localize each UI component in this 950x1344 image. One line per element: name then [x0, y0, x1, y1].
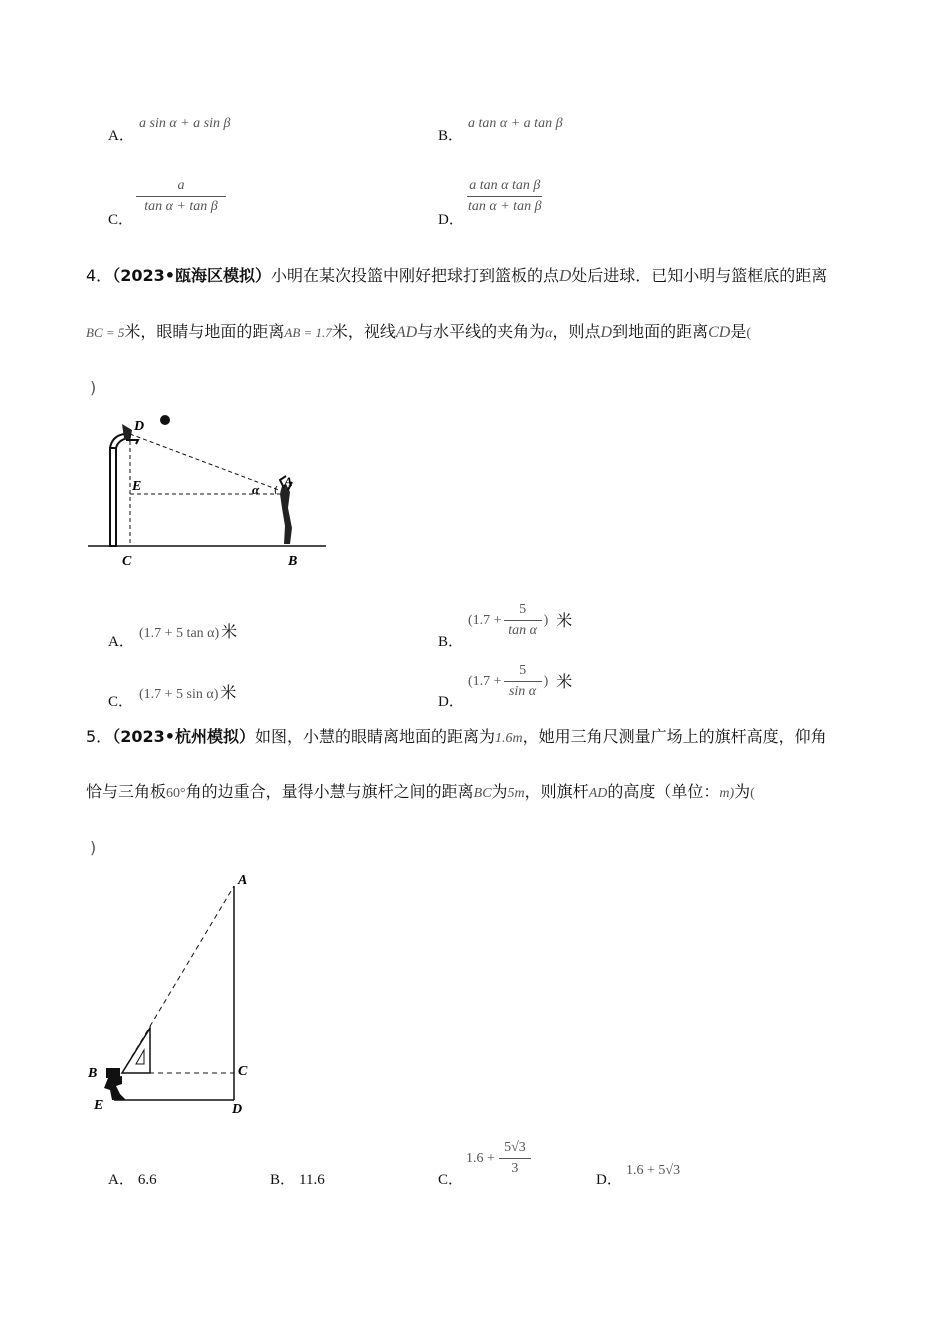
fraction-numerator: 5√3 — [499, 1140, 531, 1159]
q4-option-a-expr — [139, 622, 237, 642]
q4-text: 米，视线 — [331, 322, 396, 341]
option-letter: A． — [108, 128, 134, 144]
q5-number: 5． — [86, 727, 113, 746]
q5-math: 5m — [507, 786, 525, 801]
q5-math: 1.6m — [494, 731, 523, 746]
option-letter: C． — [108, 694, 134, 710]
option-letter: B． — [270, 1172, 296, 1188]
hoop-pole — [110, 448, 116, 546]
option-unit: 米 — [221, 622, 238, 641]
q3-option-a-expr: a sin α + a sin β — [139, 116, 231, 131]
line-DA — [130, 434, 284, 492]
q4-math: BC = 5 — [86, 325, 125, 340]
fraction-denominator: sin α — [508, 684, 537, 699]
q4-paren: ( — [746, 326, 752, 341]
q5-text: 角的边重合，量得小慧与旗杆之间的距离 — [185, 782, 474, 801]
option-letter: D． — [438, 694, 464, 710]
q4-text: 与水平线的夹角为 — [417, 322, 546, 341]
q4-text: 米，眼睛与地面的距离 — [124, 322, 285, 341]
q5-paren: ( — [750, 786, 755, 801]
q5-math: m) — [719, 786, 735, 801]
q4-number: 4． — [86, 266, 113, 285]
q4-option-d[interactable] — [438, 690, 464, 711]
q4-math: CD — [708, 324, 731, 341]
rim — [126, 440, 138, 444]
option-unit: 米 — [220, 683, 237, 702]
q5-math: BC — [473, 786, 492, 801]
fraction-denominator: 3 — [511, 1161, 519, 1176]
option-letter: D． — [438, 212, 464, 228]
fraction-denominator: tan α + tan β — [468, 199, 542, 214]
set-square — [122, 1028, 150, 1073]
q5-text: 的高度（单位： — [607, 782, 720, 801]
label-A: A — [238, 873, 248, 888]
option-expr: (1.7 + 5 tan α) — [139, 626, 220, 641]
person-observer — [104, 1076, 126, 1100]
label-A: A — [284, 474, 293, 489]
q5-text: 如图，小慧的眼睛离地面的距离为 — [254, 727, 495, 746]
option-letter: A． — [108, 1172, 134, 1188]
q3-option-d[interactable] — [438, 208, 464, 229]
q4-math: AD — [395, 324, 418, 341]
q3-option-c-fraction — [136, 178, 226, 215]
q4-paren-close: ) — [90, 378, 97, 397]
label-C: C — [122, 554, 132, 569]
q4-option-b-expr — [468, 602, 572, 639]
q5-option-a[interactable] — [108, 1168, 157, 1189]
angle-arc — [275, 486, 277, 494]
option-letter: D． — [596, 1172, 622, 1188]
q5-paren-close: ) — [90, 838, 97, 857]
fraction-numerator: a tan α tan β — [467, 178, 542, 197]
q3-option-b[interactable] — [438, 124, 463, 145]
q5-option-c[interactable] — [438, 1168, 463, 1189]
q4-text: 小明在某次投篮中刚好把球打到篮板的点 — [270, 266, 559, 285]
q5-text: ，则旗杆 — [524, 782, 589, 801]
q5-line1 — [86, 727, 827, 749]
option-letter: B． — [438, 634, 464, 650]
q3-option-a[interactable] — [108, 124, 134, 145]
fraction-numerator: 5 — [504, 663, 542, 682]
q4-option-c-expr — [139, 683, 236, 703]
option-value: 6.6 — [137, 1172, 157, 1188]
option-letter: A． — [108, 634, 134, 650]
fraction-denominator: tan α + tan β — [144, 199, 218, 214]
observer-head — [106, 1068, 120, 1078]
option-letter: C． — [108, 212, 134, 228]
label-D: D — [232, 1102, 243, 1117]
q3-option-c[interactable] — [108, 208, 133, 229]
label-alpha: α — [252, 482, 260, 497]
q5-text: 为 — [734, 782, 751, 801]
q4-var: D — [558, 266, 572, 285]
label-E: E — [132, 479, 142, 494]
q5-line2 — [86, 782, 755, 804]
label-D: D — [134, 419, 145, 434]
q4-basketball-figure — [86, 408, 332, 574]
q5-source: （2023•杭州模拟） — [112, 727, 255, 746]
label-E: E — [94, 1098, 104, 1113]
q4-math: AB = 1.7 — [284, 325, 332, 340]
q5-math: AD — [588, 786, 608, 801]
q4-line1 — [86, 266, 827, 286]
q4-option-a[interactable] — [108, 630, 134, 651]
q4-text: 到地面的距离 — [612, 322, 709, 341]
q5-flagpole-figure — [86, 868, 266, 1120]
option-expr-pre: 1.6 + — [466, 1150, 495, 1166]
q5-text: 恰与三角板 — [86, 782, 167, 801]
q4-text: 是 — [730, 322, 747, 341]
option-expr-pre: (1.7 + — [468, 673, 502, 689]
q5-text: ，她用三角尺测量广场上的旗杆高度，仰角 — [522, 727, 827, 746]
q3-option-d-fraction — [466, 178, 544, 215]
label-C: C — [238, 1064, 248, 1079]
q4-var: D — [600, 324, 613, 341]
q4-text: 处后进球．已知小明与篮框底的距离 — [571, 266, 828, 285]
fraction-denominator: tan α — [508, 623, 537, 638]
q3-option-b-expr: a tan α + a tan β — [468, 116, 563, 131]
option-expr-pre: (1.7 + — [468, 612, 502, 628]
q4-option-d-expr — [468, 663, 572, 700]
q5-text: 为 — [491, 782, 508, 801]
q4-line2 — [86, 322, 751, 344]
option-letter: C． — [438, 1172, 464, 1188]
option-expr-post: ) — [543, 612, 549, 628]
ball-icon — [160, 415, 170, 425]
option-expr-post: ) — [543, 673, 549, 689]
option-unit: 米 — [556, 610, 573, 630]
q5-option-d-expr: 1.6 + 5√3 — [626, 1163, 681, 1178]
person-shooter — [280, 484, 292, 544]
option-unit: 米 — [556, 671, 573, 691]
fraction-numerator: a — [136, 178, 226, 197]
q5-option-c-expr — [466, 1140, 531, 1177]
q5-option-d[interactable] — [596, 1168, 622, 1189]
q5-option-b[interactable] — [270, 1168, 325, 1189]
q5-math: 60° — [166, 786, 186, 801]
option-expr: (1.7 + 5 sin α) — [139, 687, 219, 702]
q4-option-b[interactable] — [438, 630, 463, 651]
label-B: B — [88, 1066, 98, 1081]
fraction-numerator: 5 — [504, 602, 542, 621]
q4-option-c[interactable] — [108, 690, 133, 711]
q4-text: ，则点 — [552, 322, 601, 341]
set-square-inner — [136, 1050, 144, 1064]
option-value: 11.6 — [299, 1172, 325, 1188]
q4-source: （2023•瓯海区模拟） — [112, 266, 271, 285]
q4-math: α — [545, 326, 553, 341]
option-letter: B． — [438, 128, 464, 144]
label-B: B — [288, 554, 298, 569]
